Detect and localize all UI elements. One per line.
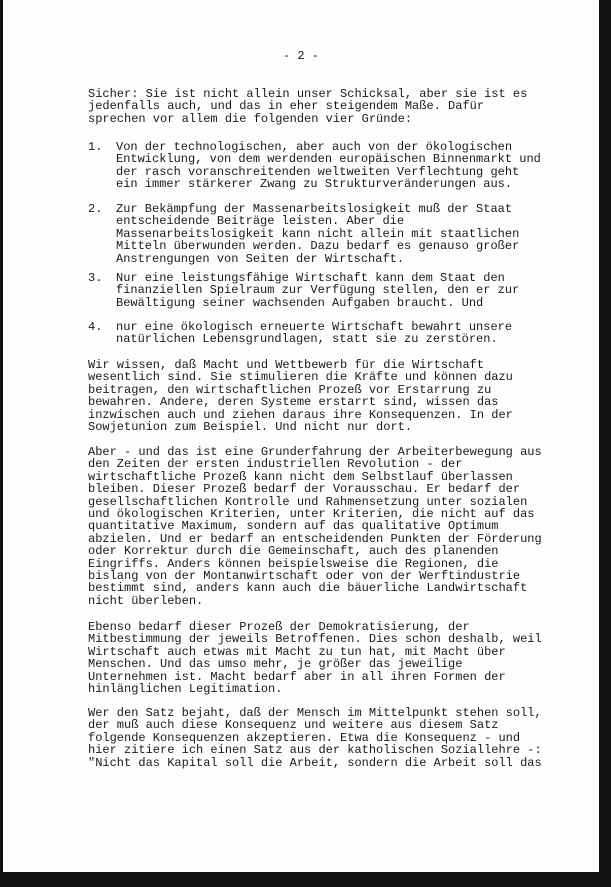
- body-paragraph: [88, 359, 513, 433]
- text-line: Wir wissen, daß Macht und Wettbewerb für die Wirtschaft: [88, 358, 485, 372]
- text-line: finanziellen Spielraum zur Verfügung stellen, den er zur: [116, 283, 520, 298]
- text-line: jedenfalls auch, und das in eher steigendem Maße. Dafür: [88, 99, 485, 114]
- text-line: bislang von der Montanwirtschaft oder von der Werftindustrie: [88, 568, 521, 583]
- text-line: der muß auch diese Konsequenz und weitere aus diesem Satz: [88, 718, 499, 733]
- text-line: Sicher: Sie ist nicht allein unser Schicksal, aber sie ist es: [88, 87, 528, 101]
- text-line: bleiben. Dieser Prozeß bedarf der Vorausschau. Er bedarf der: [88, 482, 521, 497]
- text-line: nicht überleben.: [88, 593, 204, 608]
- text-line: Entwicklung, von dem werdenden europäischen Binnenmarkt und: [116, 152, 541, 167]
- body-paragraph: [88, 446, 542, 607]
- text-line: Unternehmen ist. Macht bedarf aber in all ihren Formen der: [88, 669, 506, 684]
- text-line: Eingriffs. Anders können beispielsweise die Regionen, die: [88, 556, 499, 571]
- text-line: abzielen. Und er bedarf an entscheidenden Punkten der Förderung: [88, 531, 542, 546]
- text-line: quantitative Maximum, sondern auf das qualitative Optimum: [88, 519, 499, 534]
- text-line: Zur Bekämpfung der Massenarbeitslosigkeit muß der Staat: [116, 202, 513, 216]
- text-line: Von der technologischen, aber auch von der ökologischen: [116, 140, 513, 154]
- text-line: und ökologischen Kriterien, unter Kriterien, die nicht auf das: [88, 506, 535, 521]
- text-line: nur eine ökologisch erneuerte Wirtschaft bewahrt unsere: [116, 320, 513, 334]
- text-line: Mitteln überwunden werden. Dazu bedarf es genauso großer: [116, 239, 520, 254]
- text-line: entscheidende Beiträge leisten. Aber die: [116, 214, 405, 229]
- text-line: gesellschaftlichen Kontrolle und Rahmensetzung unter sozialen: [88, 494, 528, 509]
- text-line: Aber - und das ist eine Grunderfahrung der Arbeiterbewegung aus: [88, 445, 542, 459]
- list-number: 3.: [88, 271, 103, 285]
- text-line: den Zeiten der ersten industriellen Revolution - der: [88, 457, 463, 472]
- body-paragraph: [88, 621, 542, 695]
- text-line: der rasch voranschreitenden weltweiten Verflechtung geht: [116, 164, 520, 179]
- text-line: beitragen, den wirtschaftlichen Prozeß vor Erstarrung zu: [88, 382, 492, 397]
- text-line: Sowjetunion zum Beispiel. Und nicht nur dort.: [88, 419, 413, 434]
- text-line: Massenarbeitslosigkeit kann nicht allein mit staatlichen: [116, 226, 520, 241]
- text-line: wesentlich sind. Sie stimulieren die Kräfte und können dazu: [88, 370, 513, 385]
- list-number: 1.: [88, 140, 103, 154]
- text-line: bestimmt sind, anders kann auch die bäuerliche Landwirtschaft: [88, 581, 528, 596]
- text-line: ein immer stärkerer Zwang zu Strukturveränderungen aus.: [116, 177, 513, 192]
- list-number: 2.: [88, 202, 103, 216]
- text-line: hinlänglichen Legitimation.: [88, 681, 283, 696]
- text-line: oder Korrektur durch die Gemeinschaft, auch des planenden: [88, 544, 499, 559]
- body-paragraph: [88, 707, 542, 769]
- intro-paragraph: [88, 88, 527, 125]
- text-line: folgende Konsequenzen akzeptieren. Etwa die Konsequenz - und: [88, 730, 521, 745]
- text-line: Mitbestimmung der jeweils Betroffenen. Dies schon deshalb, weil: [88, 632, 542, 647]
- text-line: natürlichen Lebensgrundlagen, statt sie zu zerstören.: [116, 332, 498, 347]
- text-line: Wer den Satz bejaht, daß der Mensch im Mittelpunkt stehen soll,: [88, 706, 542, 720]
- text-line: wirtschaftliche Prozeß kann nicht dem Selbstlauf überlassen: [88, 469, 513, 484]
- text-line: Bewältigung seiner wachsenden Aufgaben braucht. Und: [116, 295, 484, 310]
- text-line: bewahren. Andere, deren Systeme erstarrt sind, wissen das: [88, 395, 499, 410]
- text-line: Anstrengungen von Seiten der Wirtschaft.: [116, 251, 405, 266]
- text-line: sprechen vor allem die folgenden vier Gründe:: [88, 111, 413, 126]
- text-line: "Nicht das Kapital soll die Arbeit, sondern die Arbeit soll das: [88, 755, 542, 770]
- text-line: Ebenso bedarf dieser Prozeß der Demokratisierung, der: [88, 620, 470, 634]
- text-line: Nur eine leistungsfähige Wirtschaft kann dem Staat den: [116, 271, 505, 285]
- text-line: hier zitiere ich einen Satz aus der katholischen Soziallehre -:: [88, 743, 542, 758]
- text-line: Menschen. Und das umso mehr, je größer das jeweilige: [88, 657, 463, 672]
- text-line: inzwischen auch und ziehen daraus ihre Konsequenzen. In der: [88, 407, 513, 422]
- text-line: Wirtschaft auch etwas mit Macht zu tun hat, mit Macht über: [88, 644, 506, 659]
- list-number: 4.: [88, 320, 103, 334]
- page-number: - 2 -: [282, 49, 319, 63]
- document-page: [3, 0, 599, 872]
